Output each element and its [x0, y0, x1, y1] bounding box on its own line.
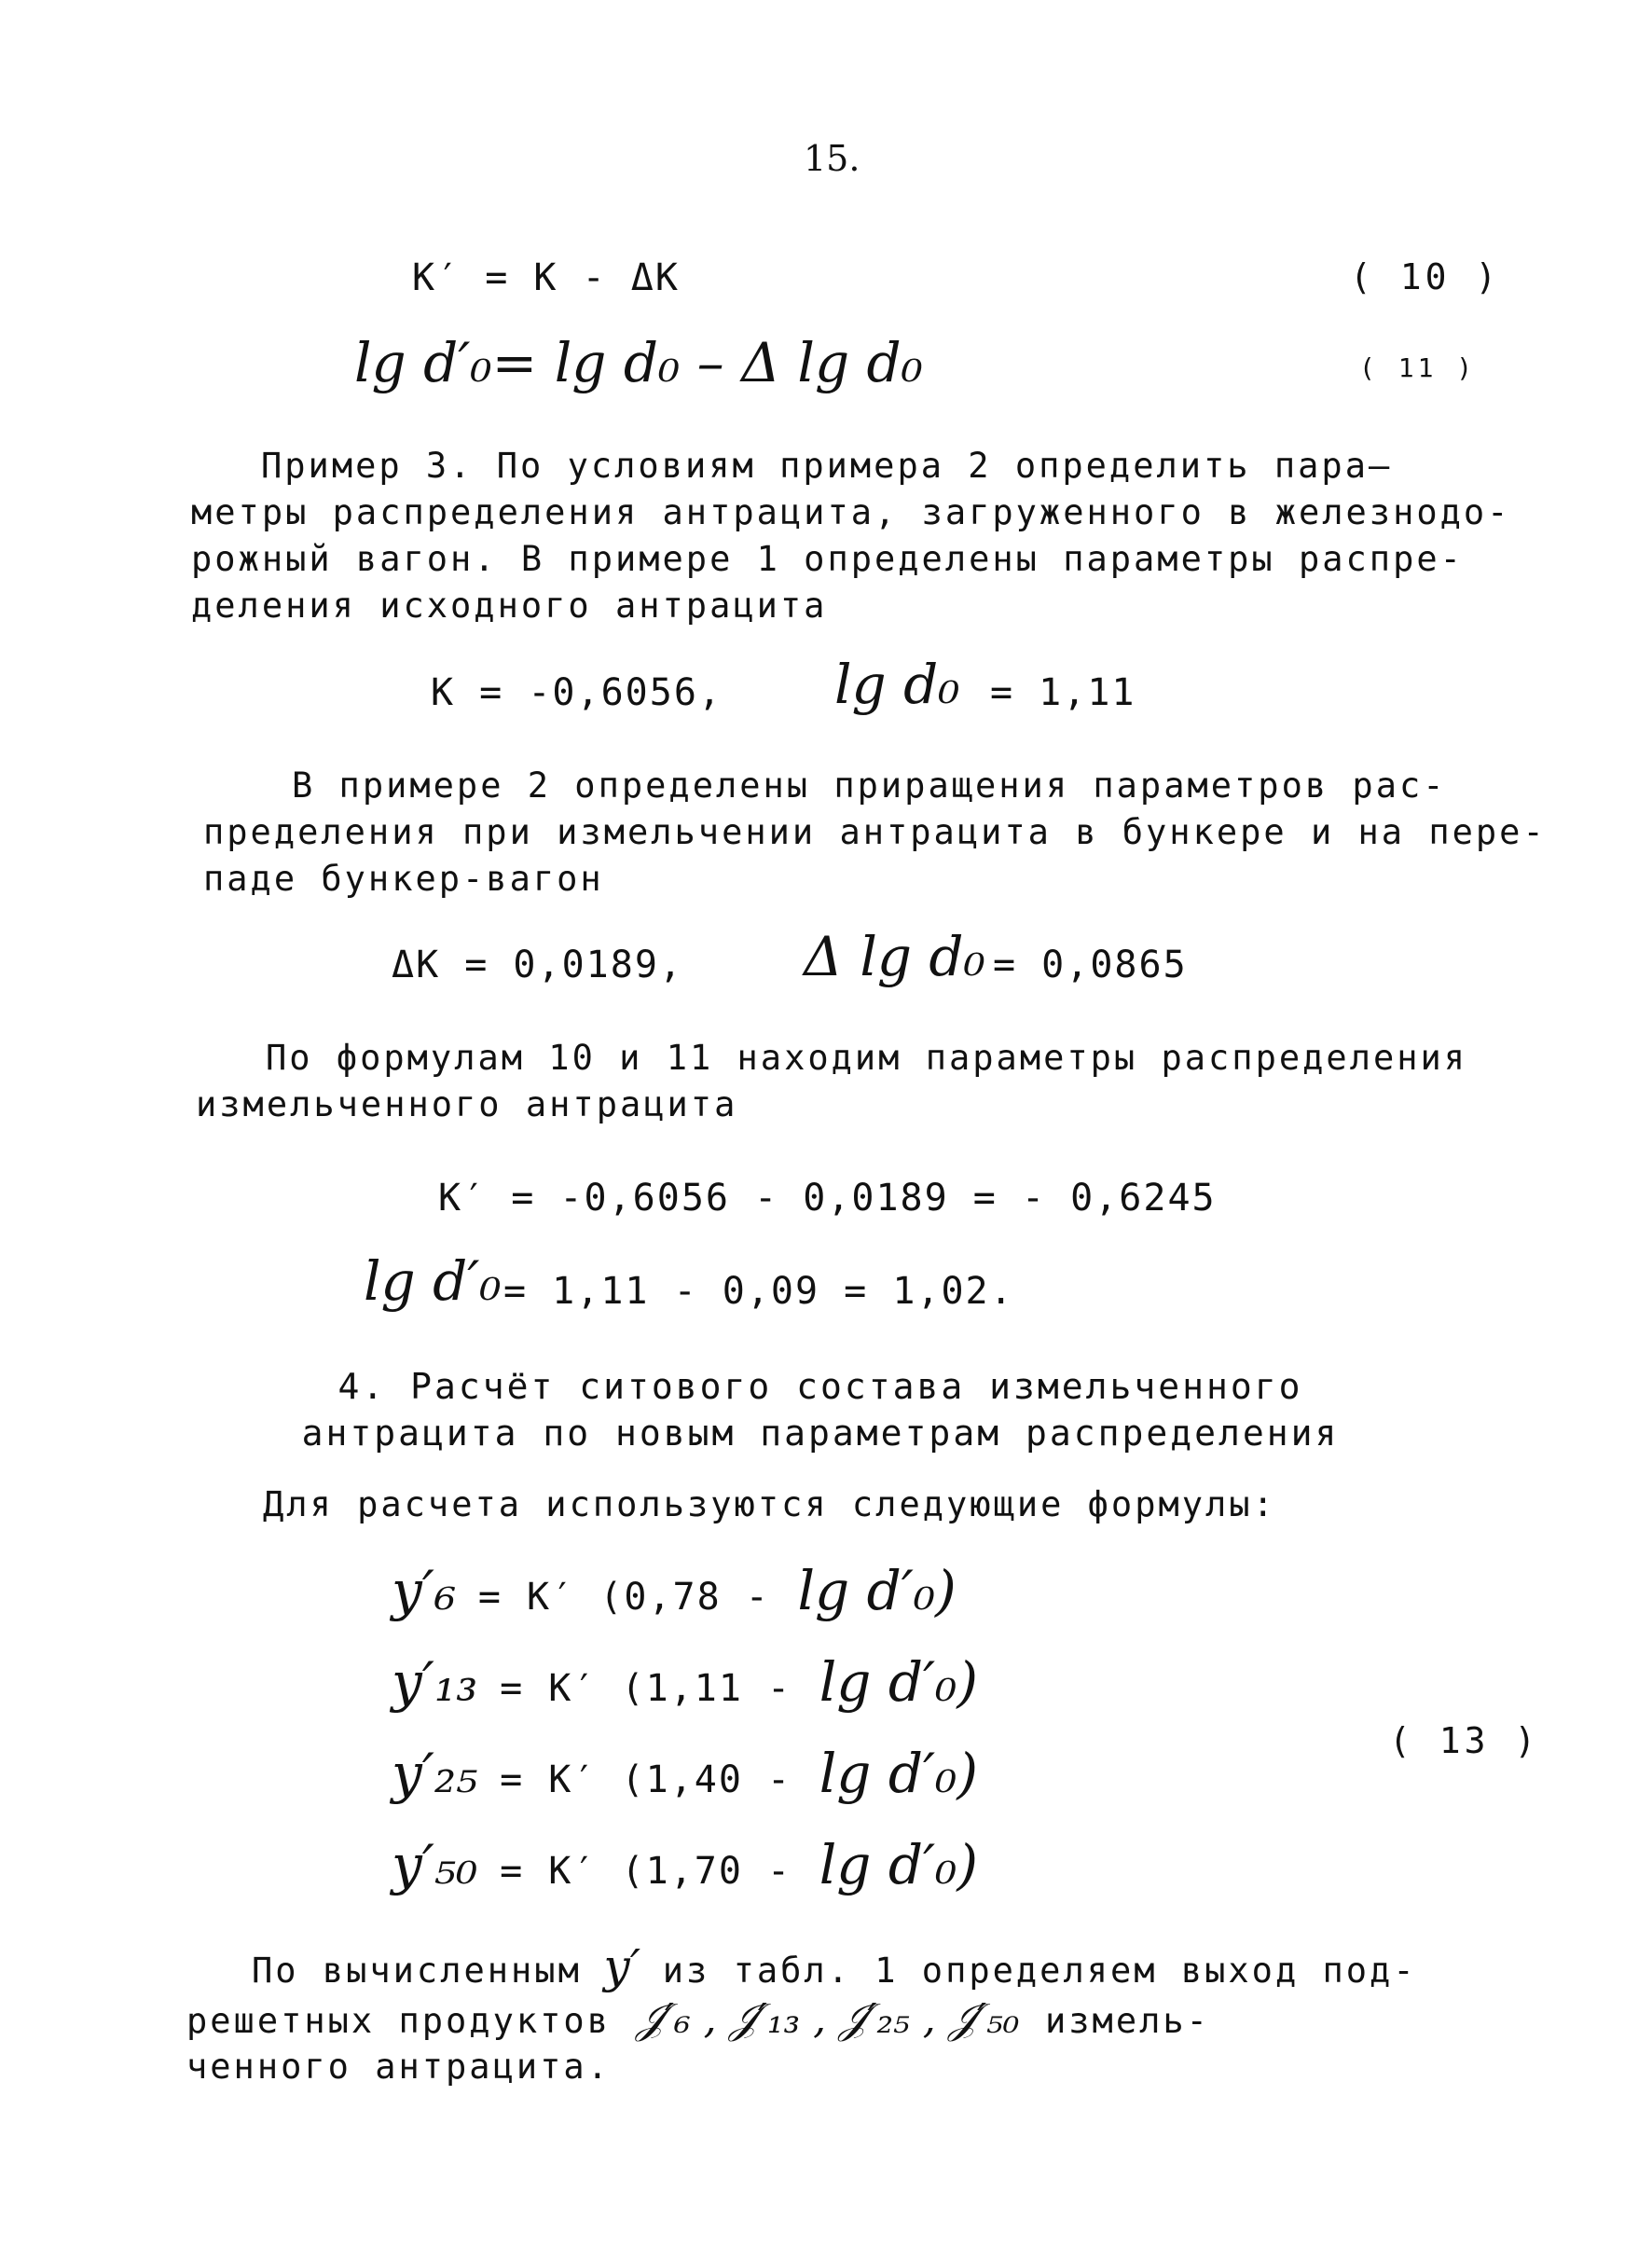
formula-11-lhs: lg d′₀= [354, 331, 538, 394]
example-3-paragraph [191, 443, 1510, 629]
closing-text: По вычисленным [252, 1951, 582, 1991]
lg-d0-label: lg d₀ [834, 653, 960, 716]
closing-text: измель- [1045, 2001, 1210, 2041]
by-formulas-line: По формулам 10 и 11 находим параметры распределения [266, 1038, 1468, 1078]
by-formulas-line: измельченного антрацита [196, 1084, 738, 1124]
formula-13-row [392, 1833, 978, 1896]
formula-13-lhs: y′₂₅ [392, 1742, 478, 1805]
example-3-line: деления исходного антрацита [191, 586, 828, 626]
y-prime-symbol: y′ [603, 1939, 641, 1993]
formula-10: K′ = K - ΔK [412, 256, 680, 299]
formula-13-row [392, 1742, 978, 1805]
closing-text: решетных продуктов [186, 2001, 611, 2041]
formula-13-row [392, 1650, 978, 1714]
increments-line: паде бункер-вагон [203, 859, 604, 899]
by-formulas-paragraph [196, 1035, 1467, 1128]
closing-line-3: ченного антрацита. [186, 2047, 611, 2087]
increments-line: В примере 2 определены приращения параметров рас- [292, 765, 1447, 806]
formula-13-rhs: = K′ (1,70 - [500, 1850, 792, 1893]
delta-k-value: ΔK = 0,0189, [392, 944, 683, 986]
section-4-heading-line1: 4. Расчёт ситового состава измельченного [337, 1366, 1303, 1407]
formula-13-lhs: y′₆ [392, 1559, 457, 1622]
formula-11 [354, 331, 923, 394]
formula-13-tail: lg d′₀) [819, 1742, 978, 1805]
undersize-symbols: 𝒥′₆ , 𝒥′₁₃ , 𝒥′₂₅ , 𝒥′₅₀ [636, 1995, 1020, 2043]
page-number: 15. [804, 138, 860, 179]
formula-13-row [392, 1559, 957, 1622]
closing-line-2 [186, 1995, 1210, 2043]
formula-13-number: ( 13 ) [1389, 1720, 1540, 1761]
example-3-line: Пример 3. По условиям примера 2 определить пара– [261, 446, 1393, 486]
section-4-intro: Для расчета используются следующие формулы: [263, 1484, 1276, 1524]
example-3-line: рожный вагон. В примере 1 определены параметры распре- [191, 539, 1464, 579]
formula-13-rhs: = K′ (0,78 - [477, 1576, 770, 1619]
k-prime-result: K′ = -0,6056 - 0,0189 = - 0,6245 [438, 1177, 1217, 1220]
formula-11-rhs: lg d₀ – Δ lg d₀ [554, 331, 923, 394]
section-4-heading [280, 1363, 1361, 1456]
section-4-heading-line2: антрацита по новым параметрам распределения [301, 1413, 1340, 1454]
formula-13-lhs: y′₅₀ [392, 1833, 478, 1896]
formula-13-tail: lg d′₀) [797, 1559, 957, 1622]
delta-lg-d0-value: = 0,0865 [993, 944, 1188, 986]
formula-13-rhs: = K′ (1,40 - [500, 1758, 792, 1801]
formula-10-number: ( 10 ) [1350, 256, 1501, 297]
k-value: K = -0,6056, [431, 671, 723, 714]
lg-d0-prime-result: = 1,11 - 0,09 = 1,02. [503, 1270, 1014, 1313]
lg-d0-prime-label: lg d′₀ [364, 1249, 502, 1313]
closing-line-1 [252, 1939, 1417, 1993]
closing-text: из табл. 1 определяем выход под- [662, 1951, 1417, 1991]
formula-13-tail: lg d′₀) [819, 1650, 978, 1714]
example-3-line: метры распределения антрацита, загруженного в железнодо- [191, 492, 1511, 532]
delta-lg-d0-label: Δ lg d₀ [804, 925, 985, 988]
formula-13-lhs: y′₁₃ [392, 1650, 478, 1714]
formula-13-tail: lg d′₀) [819, 1833, 978, 1896]
lg-d0-value: = 1,11 [990, 671, 1136, 714]
formula-13-rhs: = K′ (1,11 - [500, 1667, 792, 1710]
increments-paragraph [203, 763, 1547, 903]
increments-line: пределения при измельчении антрацита в бункере и на пере- [203, 812, 1547, 852]
formula-11-number: ( 11 ) [1359, 352, 1477, 383]
